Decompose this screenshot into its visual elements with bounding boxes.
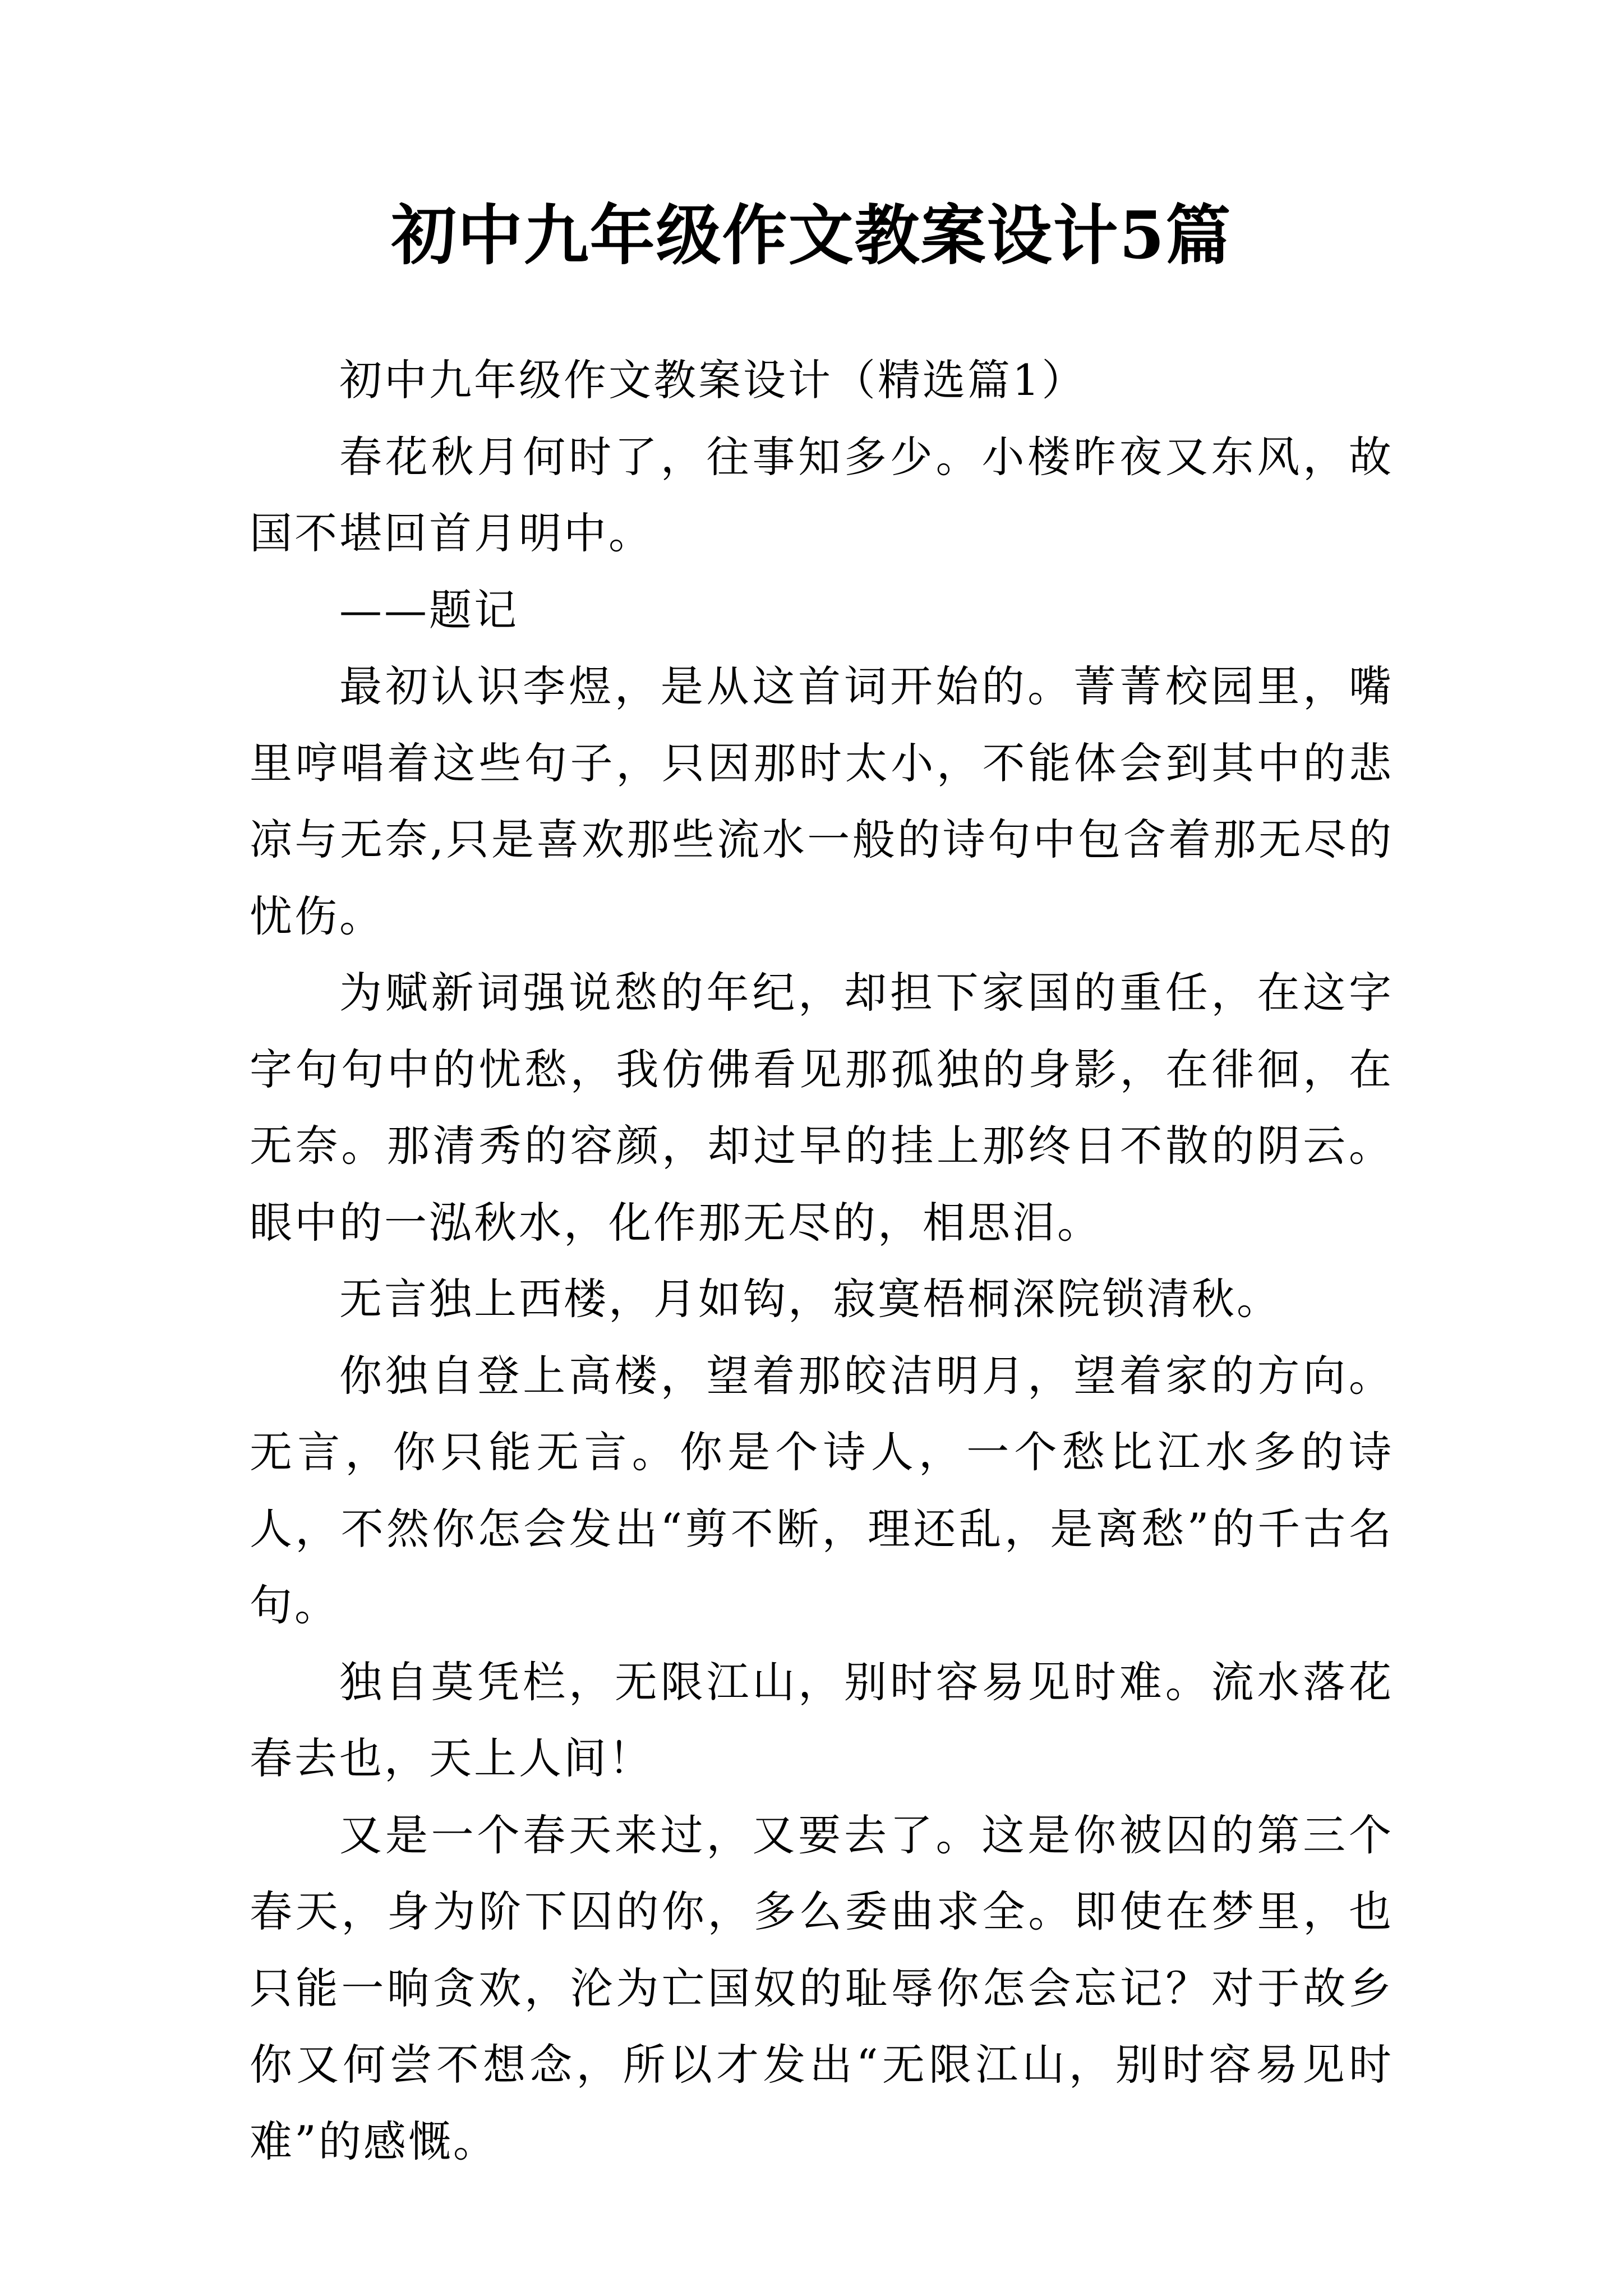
epigraph-label: ——题记 xyxy=(339,585,519,635)
paragraph: 最初认识李煜，是从这首词开始的。菁菁校园里，嘴里哼唱着这些句子，只因那时太小，不能体会到其中的悲凉与无奈,只是喜欢那些流水一般的诗句中包含着那无尽的忧伤。 xyxy=(250,661,1394,941)
document-body xyxy=(250,342,1394,2180)
section-heading: 初中九年级作文教案设计（精选篇1） xyxy=(339,355,1087,405)
paragraph: 又是一个春天来过，又要去了。这是你被囚的第三个春天，身为阶下囚的你，多么委曲求全。即使在梦里，也只能一晌贪欢，沦为亡国奴的耻辱你怎会忘记？对于故乡你又何尝不想念，所以才发出“无限江山，别时容易见时难”的感慨。 xyxy=(250,1810,1394,2166)
paragraph: 独自莫凭栏，无限江山，别时容易见时难。流水落花春去也，天上人间！ xyxy=(250,1657,1394,1783)
epigraph-poem: 春花秋月何时了，往事知多少。小楼昨夜又东风，故国不堪回首月明中。 xyxy=(250,431,1394,558)
paragraph: 你独自登上高楼，望着那皎洁明月，望着家的方向。无言，你只能无言。你是个诗人，一个愁比江水多的诗人，不然你怎会发出“剪不断，理还乱，是离愁”的千古名句。 xyxy=(250,1350,1394,1630)
document-title: 初中九年级作文教案设计5篇 xyxy=(391,197,1232,274)
paragraph: 无言独上西楼，月如钩，寂寞梧桐深院锁清秋。 xyxy=(339,1274,1281,1324)
paragraph: 为赋新词强说愁的年纪，却担下家国的重任，在这字字句句中的忧愁，我仿佛看见那孤独的身影，在徘徊，在无奈。那清秀的容颜，却过早的挂上那终日不散的阴云。眼中的一泓秋水，化作那无尽的，相思泪。 xyxy=(250,968,1394,1248)
